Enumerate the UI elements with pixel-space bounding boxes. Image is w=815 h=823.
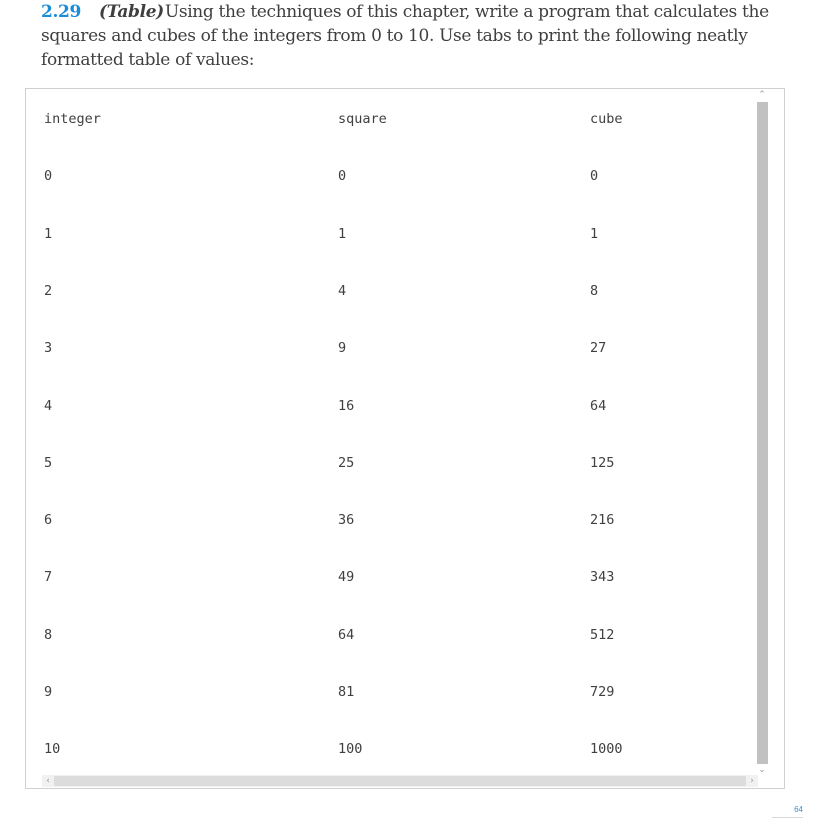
table-cell: 25 — [338, 455, 355, 471]
chevron-left-icon[interactable]: ‹ — [46, 776, 50, 786]
table-row — [26, 625, 756, 645]
table-row — [26, 567, 756, 587]
column-header: cube — [590, 111, 623, 127]
horizontal-scrollbar-thumb[interactable] — [54, 776, 746, 786]
vertical-scrollbar-thumb[interactable] — [757, 102, 768, 764]
table-cell: 9 — [44, 684, 53, 700]
page-number: 64 — [772, 803, 803, 818]
table-cell: 0 — [338, 168, 347, 184]
table-cell: 3 — [44, 340, 53, 356]
table-cell: 343 — [590, 569, 615, 585]
column-header: integer — [44, 111, 101, 127]
table-cell: 125 — [590, 455, 615, 471]
table-cell: 729 — [590, 684, 615, 700]
table-cell: 9 — [338, 340, 347, 356]
table-row — [26, 453, 756, 473]
table-cell: 4 — [338, 283, 347, 299]
table-cell: 1 — [338, 226, 347, 242]
table-row — [26, 739, 756, 759]
table-cell: 1000 — [590, 741, 623, 757]
exercise-title: (Table) — [99, 2, 164, 22]
table-row — [26, 166, 756, 186]
table-cell: 2 — [44, 283, 53, 299]
table-cell: 8 — [590, 283, 599, 299]
table-cell: 36 — [338, 512, 355, 528]
table-row — [26, 224, 756, 244]
table-cell: 4 — [44, 398, 53, 414]
table-cell: 512 — [590, 627, 615, 643]
chevron-up-icon[interactable]: ⌃ — [758, 90, 766, 100]
exercise-number: 2.29 — [41, 2, 82, 22]
table-cell: 64 — [338, 627, 355, 643]
table-row — [26, 510, 756, 530]
exercise-text — [41, 0, 781, 72]
table-cell: 7 — [44, 569, 53, 585]
table-cell: 1 — [44, 226, 53, 242]
chevron-right-icon[interactable]: › — [750, 776, 754, 786]
table-cell: 64 — [590, 398, 607, 414]
table-cell: 0 — [590, 168, 599, 184]
table-cell: 16 — [338, 398, 355, 414]
table-row — [26, 396, 756, 416]
table-row — [26, 682, 756, 702]
table-cell: 10 — [44, 741, 61, 757]
table-cell: 49 — [338, 569, 355, 585]
exercise-description: Using the techniques of this chapter, write a program that calculates the squares and cubes of the integers from 0 to 10. Use tabs to print the following neatly formatted table of values: — [41, 2, 769, 70]
table-row — [26, 281, 756, 301]
table-cell: 0 — [44, 168, 53, 184]
table-row — [26, 338, 756, 358]
column-header: square — [338, 111, 387, 127]
table-cell: 216 — [590, 512, 615, 528]
table-cell: 1 — [590, 226, 599, 242]
table-cell: 5 — [44, 455, 53, 471]
table-cell: 6 — [44, 512, 53, 528]
table-header-row — [26, 109, 756, 129]
table-cell: 100 — [338, 741, 363, 757]
chevron-down-icon[interactable]: ⌄ — [758, 765, 766, 775]
table-cell: 8 — [44, 627, 53, 643]
vertical-scrollbar[interactable] — [756, 89, 768, 776]
table-cell: 81 — [338, 684, 355, 700]
horizontal-scrollbar[interactable] — [42, 775, 758, 787]
table-cell: 27 — [590, 340, 607, 356]
code-output-box[interactable] — [25, 88, 785, 789]
